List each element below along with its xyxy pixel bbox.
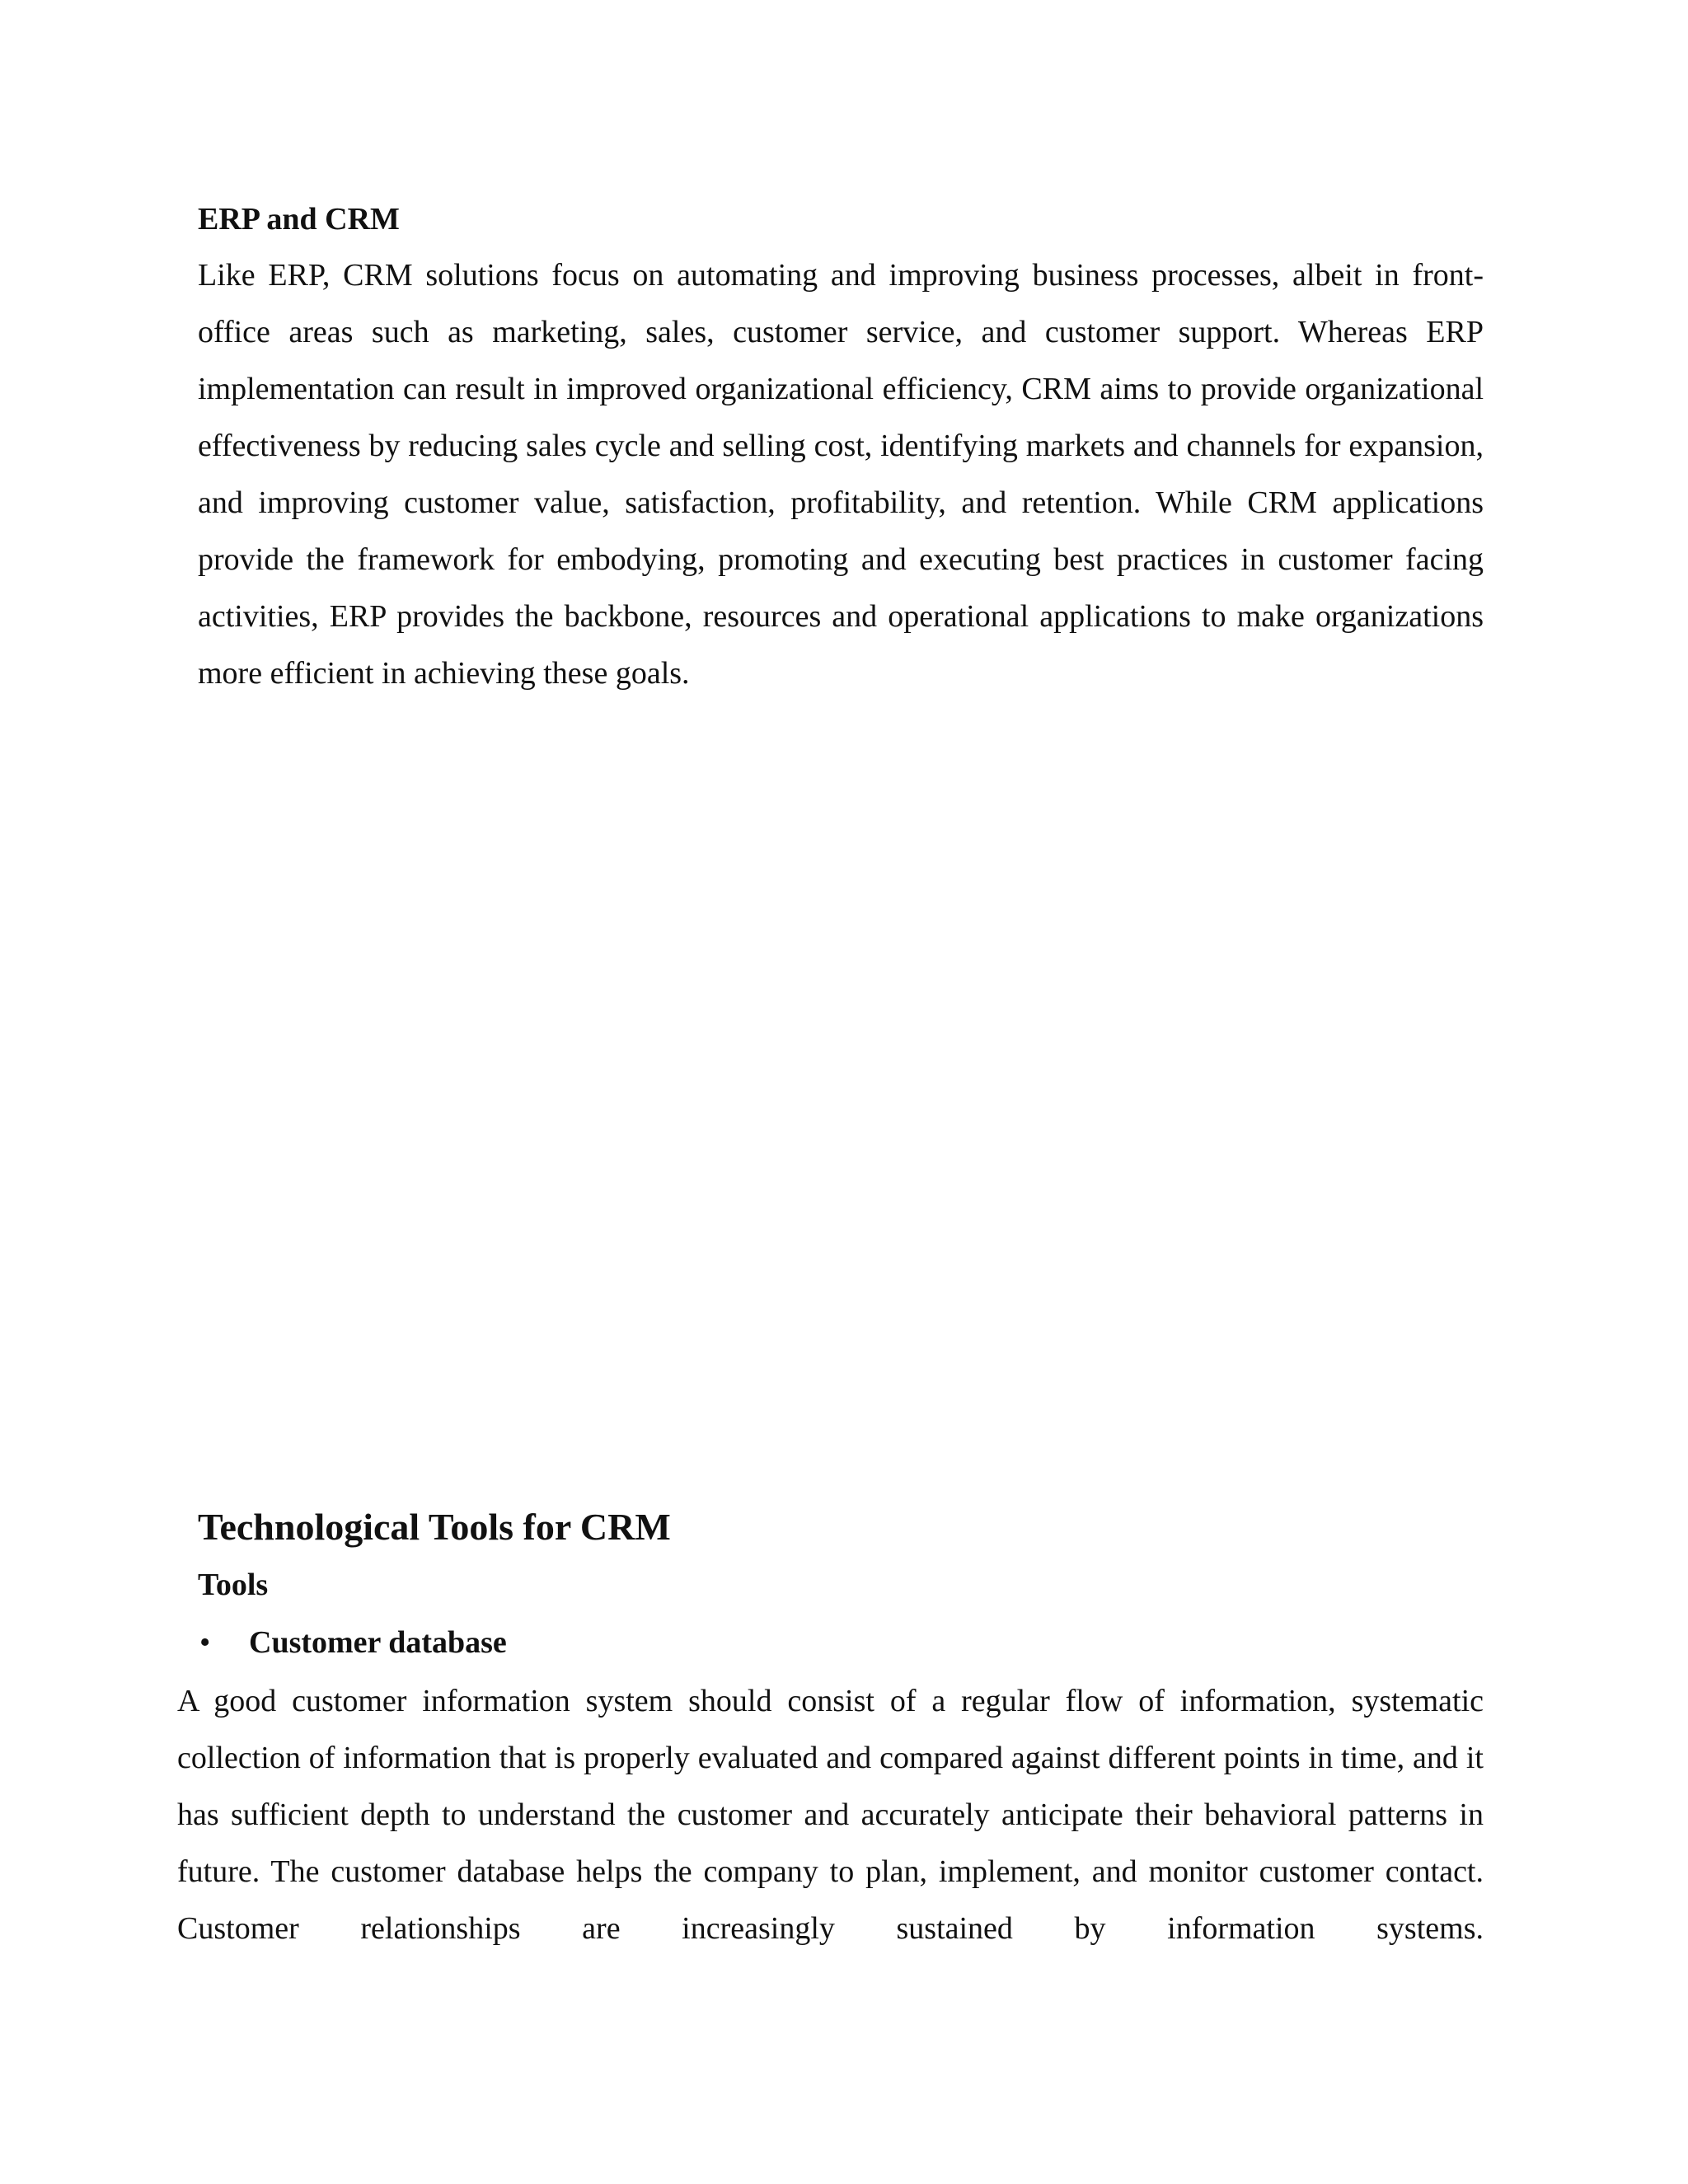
section-erp-and-crm xyxy=(198,196,1484,702)
body-paragraph: Like ERP, CRM solutions focus on automating and improving business processes, albeit in front-office areas such as marketing, sales, customer service, and customer support. Whereas ERP implementation can result in improved organizational efficiency, CRM aims to provide organizational effectiveness by reducing sales cycle and selling cost, identifying markets and channels for expansion, and improving customer value, satisfaction, profitability, and retention. While CRM applications provide the framework for embodying, promoting and executing best practices in customer facing activities, ERP provides the backbone, resources and operational applications to make organizations more efficient in achieving these goals. xyxy=(198,258,1484,691)
section-title: Technological Tools for CRM xyxy=(198,1506,671,1548)
section-heading: ERP and CRM xyxy=(198,202,400,237)
bullet-item-label: Customer database xyxy=(249,1625,507,1660)
bullet-list-item xyxy=(198,1614,1484,1671)
body-paragraph: A good customer information system should consist of a regular flow of information, systematic collection of information that is properly evaluated and compared against different points in time, and it has sufficient depth to understand the customer and accurately anticipate their behavioral patterns in future. The customer database helps the company to plan, implement, and monitor customer contact. Customer relationships are increasingly sustained by information systems. xyxy=(177,1684,1484,1946)
section-technological-tools xyxy=(198,1498,1484,1671)
bullet-icon: • xyxy=(199,1625,211,1660)
customer-database-body xyxy=(177,1673,1484,1957)
subsection-heading: Tools xyxy=(198,1568,269,1602)
